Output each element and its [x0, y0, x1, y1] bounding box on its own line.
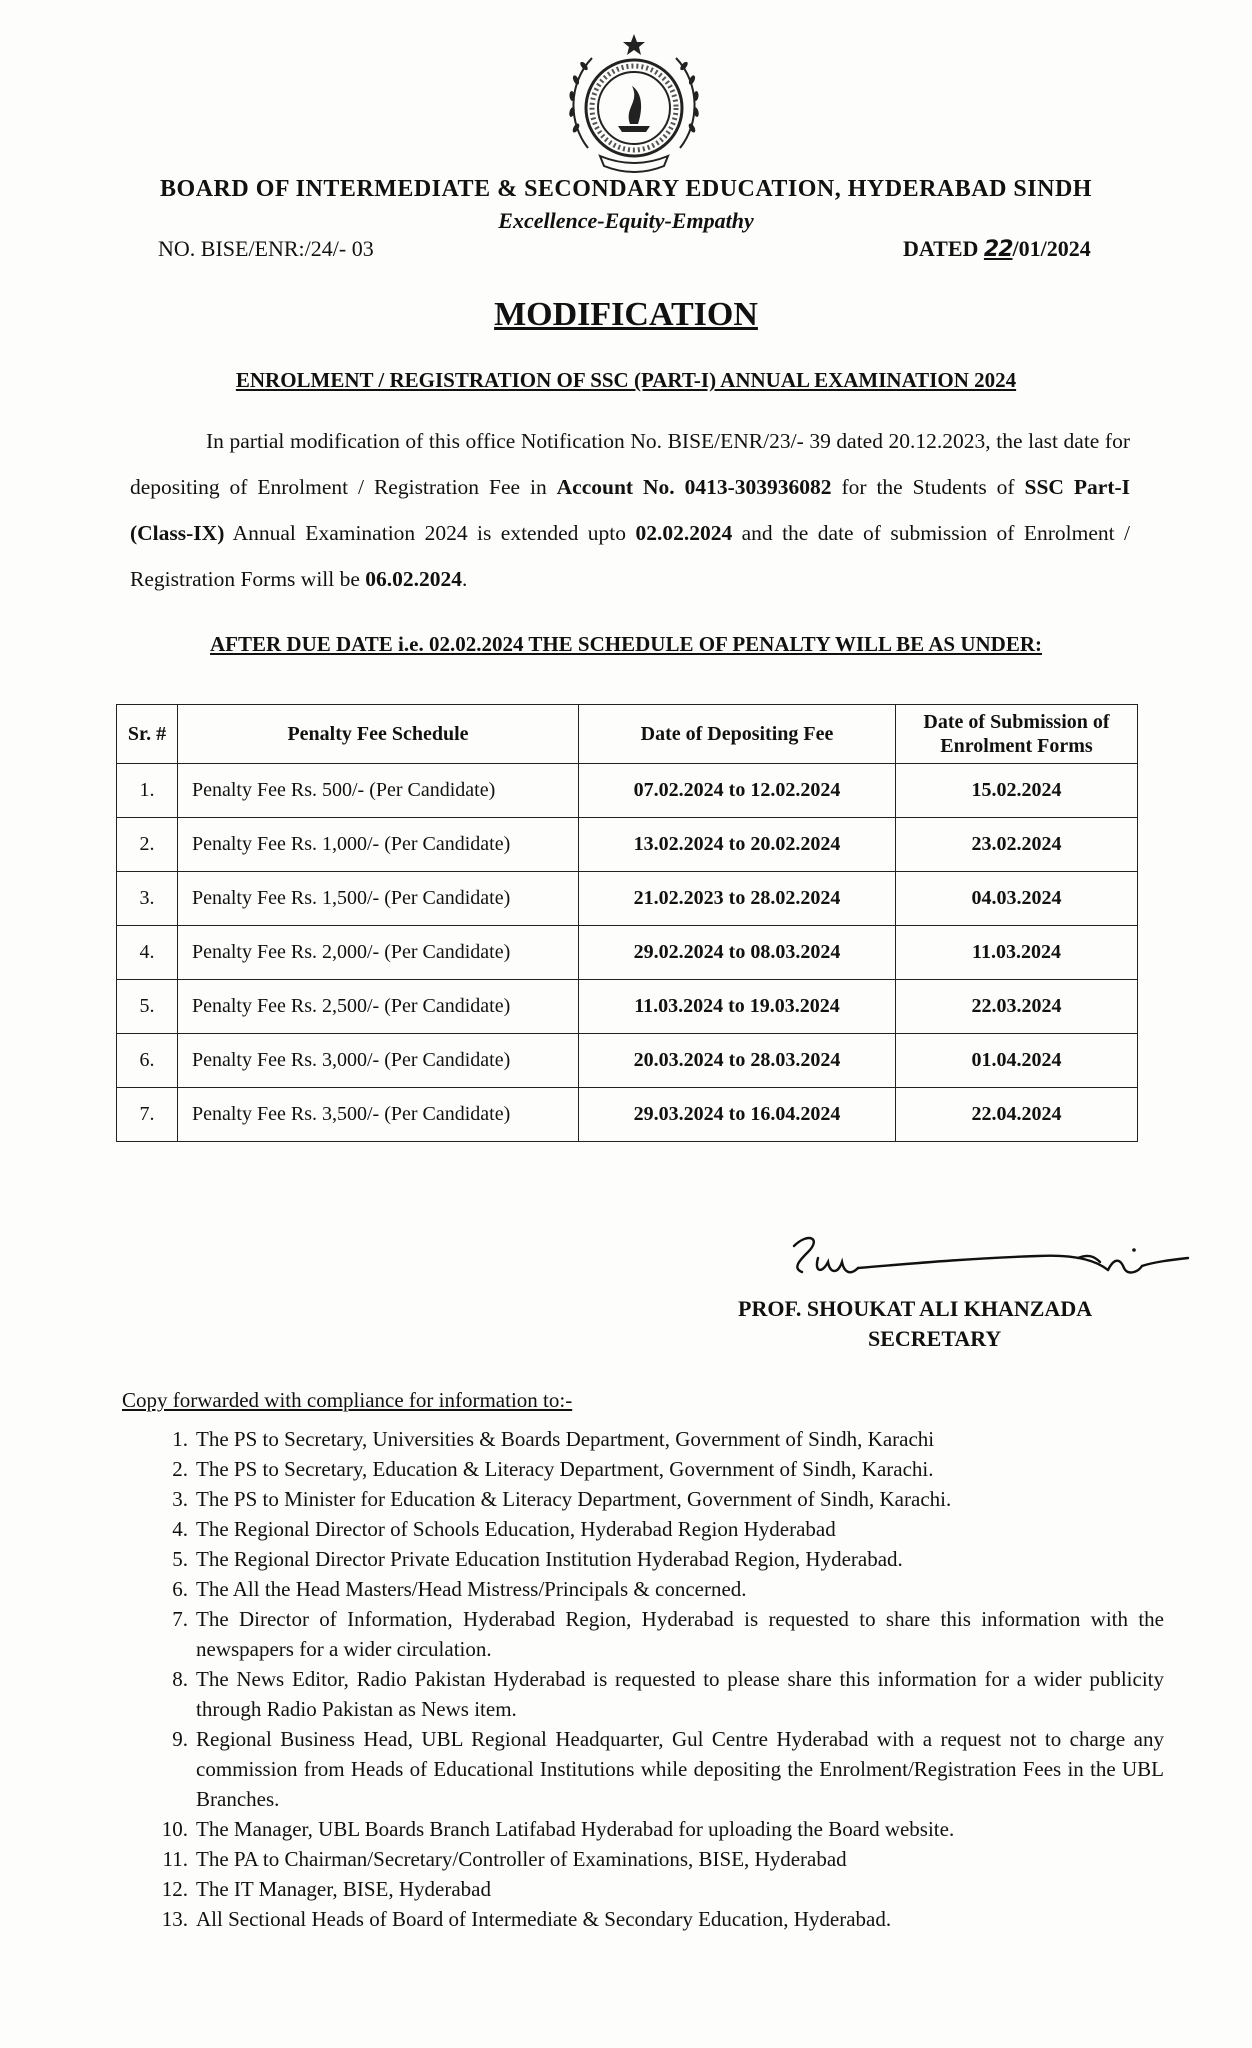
copy-forwarded-heading: Copy forwarded with compliance for information to:-: [122, 1388, 573, 1412]
subject-heading: ENROLMENT / REGISTRATION OF SSC (PART-I) ANNUAL EXAMINATION 2024: [235, 368, 1017, 392]
row-submission-date: 15.02.2024: [896, 764, 1138, 818]
list-item-text: The News Editor, Radio Pakistan Hyderabad is requested to please share this information for a wider publicity through Radio Pakistan as News item.: [196, 1667, 1164, 1721]
list-item: [140, 1844, 1164, 1874]
list-item-number: 3.: [172, 1487, 188, 1511]
row-deposit-dates: 11.03.2024 to 19.03.2024: [579, 980, 896, 1034]
list-item: [140, 1424, 1164, 1454]
list-item-number: 6.: [172, 1577, 188, 1601]
list-item-text: The PS to Minister for Education & Literacy Department, Government of Sindh, Karachi.: [196, 1487, 952, 1511]
header-submission: Date of Submission of Enrolment Forms: [896, 705, 1138, 764]
row-sr: 1.: [117, 764, 178, 818]
row-deposit-dates: 29.03.2024 to 16.04.2024: [579, 1088, 896, 1142]
dated-day: 22: [983, 237, 1013, 262]
list-item-text: The Manager, UBL Boards Branch Latifabad Hyderabad for uploading the Board website.: [196, 1817, 955, 1841]
copy-forwarded-list: [140, 1424, 1164, 1934]
table-row: [117, 818, 1138, 872]
signatory-title: SECRETARY: [868, 1326, 1002, 1351]
list-item: [140, 1664, 1164, 1724]
header-schedule: Penalty Fee Schedule: [178, 705, 579, 764]
list-item-text: All Sectional Heads of Board of Intermediate & Secondary Education, Hyderabad.: [196, 1907, 892, 1931]
list-item-text: The IT Manager, BISE, Hyderabad: [196, 1877, 492, 1901]
table-row: [117, 1034, 1138, 1088]
list-item-number: 7.: [172, 1607, 188, 1631]
row-fee: Penalty Fee Rs. 2,000/- (Per Candidate): [178, 926, 579, 980]
table-row: [117, 872, 1138, 926]
account-number: Account No. 0413-303936082: [556, 475, 832, 499]
row-sr: 4.: [117, 926, 178, 980]
board-seal-icon: [558, 28, 710, 180]
table-row: [117, 764, 1138, 818]
row-fee: Penalty Fee Rs. 3,000/- (Per Candidate): [178, 1034, 579, 1088]
list-item-number: 2.: [172, 1457, 188, 1481]
board-motto: Excellence-Equity-Empathy: [498, 208, 754, 233]
list-item: [140, 1814, 1164, 1844]
list-item-text: The Regional Director Private Education Institution Hyderabad Region, Hyderabad.: [196, 1547, 903, 1571]
dated-label: DATED: [903, 236, 984, 261]
list-item-text: Regional Business Head, UBL Regional Headquarter, Gul Centre Hyderabad with a request not to charge any commission from Heads of Educational Institutions while depositing the Enrolment/Registration Fees in the UBL Branches.: [196, 1727, 1164, 1811]
list-item-text: The PS to Secretary, Education & Literacy Department, Government of Sindh, Karachi.: [196, 1457, 934, 1481]
list-item-text: The All the Head Masters/Head Mistress/Principals & concerned.: [196, 1577, 747, 1601]
row-sr: 5.: [117, 980, 178, 1034]
list-item: [140, 1514, 1164, 1544]
row-submission-date: 22.04.2024: [896, 1088, 1138, 1142]
board-title: BOARD OF INTERMEDIATE & SECONDARY EDUCATION, HYDERABAD SINDH: [160, 176, 1092, 202]
list-item-number: 9.: [172, 1727, 188, 1751]
table-row: [117, 926, 1138, 980]
row-submission-date: 23.02.2024: [896, 818, 1138, 872]
row-fee: Penalty Fee Rs. 2,500/- (Per Candidate): [178, 980, 579, 1034]
extended-fee-date: 02.02.2024: [635, 521, 733, 545]
list-item: [140, 1604, 1164, 1664]
row-deposit-dates: 20.03.2024 to 28.03.2024: [579, 1034, 896, 1088]
list-item: [140, 1874, 1164, 1904]
list-item-text: The Director of Information, Hyderabad Region, Hyderabad is requested to share this information with the newspapers for a wider circulation.: [196, 1607, 1164, 1661]
header-sr: Sr. #: [117, 705, 178, 764]
row-sr: 7.: [117, 1088, 178, 1142]
body-text-5: .: [462, 567, 468, 591]
list-item-number: 5.: [172, 1547, 188, 1571]
list-item: [140, 1484, 1164, 1514]
list-item: [140, 1454, 1164, 1484]
row-deposit-dates: 13.02.2024 to 20.02.2024: [579, 818, 896, 872]
body-text-4: and the date of submission of Enrolment / Registration Forms will be: [130, 521, 1131, 591]
row-fee: Penalty Fee Rs. 1,500/- (Per Candidate): [178, 872, 579, 926]
row-submission-date: 01.04.2024: [896, 1034, 1138, 1088]
penalty-heading: AFTER DUE DATE i.e. 02.02.2024 THE SCHEDULE OF PENALTY WILL BE AS UNDER:: [210, 632, 1042, 656]
list-item-number: 1.: [172, 1427, 188, 1451]
dated-month-year: /01/2024: [1012, 236, 1091, 261]
row-submission-date: 22.03.2024: [896, 980, 1138, 1034]
list-item: [140, 1544, 1164, 1574]
list-item-number: 10.: [161, 1817, 188, 1841]
row-deposit-dates: 21.02.2023 to 28.02.2024: [579, 872, 896, 926]
list-item-number: 4.: [172, 1517, 188, 1541]
body-text-3: Annual Examination 2024 is extended upto: [224, 521, 636, 545]
notification-date: [903, 236, 1091, 262]
body-text-1: In partial modification of this office Notification No. BISE/ENR/23/- 39 dated 20.12.2023, the last date for depositing of Enrolment / Registration Fee in: [130, 429, 1130, 499]
list-item: [140, 1574, 1164, 1604]
penalty-schedule-table: [116, 704, 1138, 1142]
class-name: SSC Part-I (Class-IX): [130, 475, 1131, 545]
list-item-number: 8.: [172, 1667, 188, 1691]
row-submission-date: 04.03.2024: [896, 872, 1138, 926]
body-text-2: for the Students of: [831, 475, 1025, 499]
list-item-text: The PS to Secretary, Universities & Boards Department, Government of Sindh, Karachi: [196, 1427, 935, 1451]
list-item-number: 12.: [161, 1877, 188, 1901]
table-row: [117, 980, 1138, 1034]
body-paragraph: [130, 418, 1130, 602]
row-fee: Penalty Fee Rs. 500/- (Per Candidate): [178, 764, 579, 818]
row-fee: Penalty Fee Rs. 1,000/- (Per Candidate): [178, 818, 579, 872]
list-item-number: 13.: [161, 1907, 188, 1931]
signatory-name: PROF. SHOUKAT ALI KHANZADA: [738, 1296, 1093, 1321]
row-sr: 6.: [117, 1034, 178, 1088]
header-depositing: Date of Depositing Fee: [579, 705, 896, 764]
row-deposit-dates: 07.02.2024 to 12.02.2024: [579, 764, 896, 818]
form-submission-date: 06.02.2024: [365, 567, 463, 591]
table-row: [117, 1088, 1138, 1142]
row-sr: 3.: [117, 872, 178, 926]
list-item: [140, 1904, 1164, 1934]
row-sr: 2.: [117, 818, 178, 872]
row-fee: Penalty Fee Rs. 3,500/- (Per Candidate): [178, 1088, 579, 1142]
list-item-text: The PA to Chairman/Secretary/Controller of Examinations, BISE, Hyderabad: [196, 1847, 847, 1871]
row-deposit-dates: 29.02.2024 to 08.03.2024: [579, 926, 896, 980]
reference-number: NO. BISE/ENR:/24/- 03: [158, 236, 374, 261]
list-item-text: The Regional Director of Schools Education, Hyderabad Region Hyderabad: [196, 1517, 836, 1541]
handwritten-signature-icon: [778, 1228, 1198, 1298]
page-title: MODIFICATION: [494, 296, 758, 333]
list-item-number: 11.: [162, 1847, 188, 1871]
row-submission-date: 11.03.2024: [896, 926, 1138, 980]
list-item: [140, 1724, 1164, 1814]
table-header-row: [117, 705, 1138, 764]
